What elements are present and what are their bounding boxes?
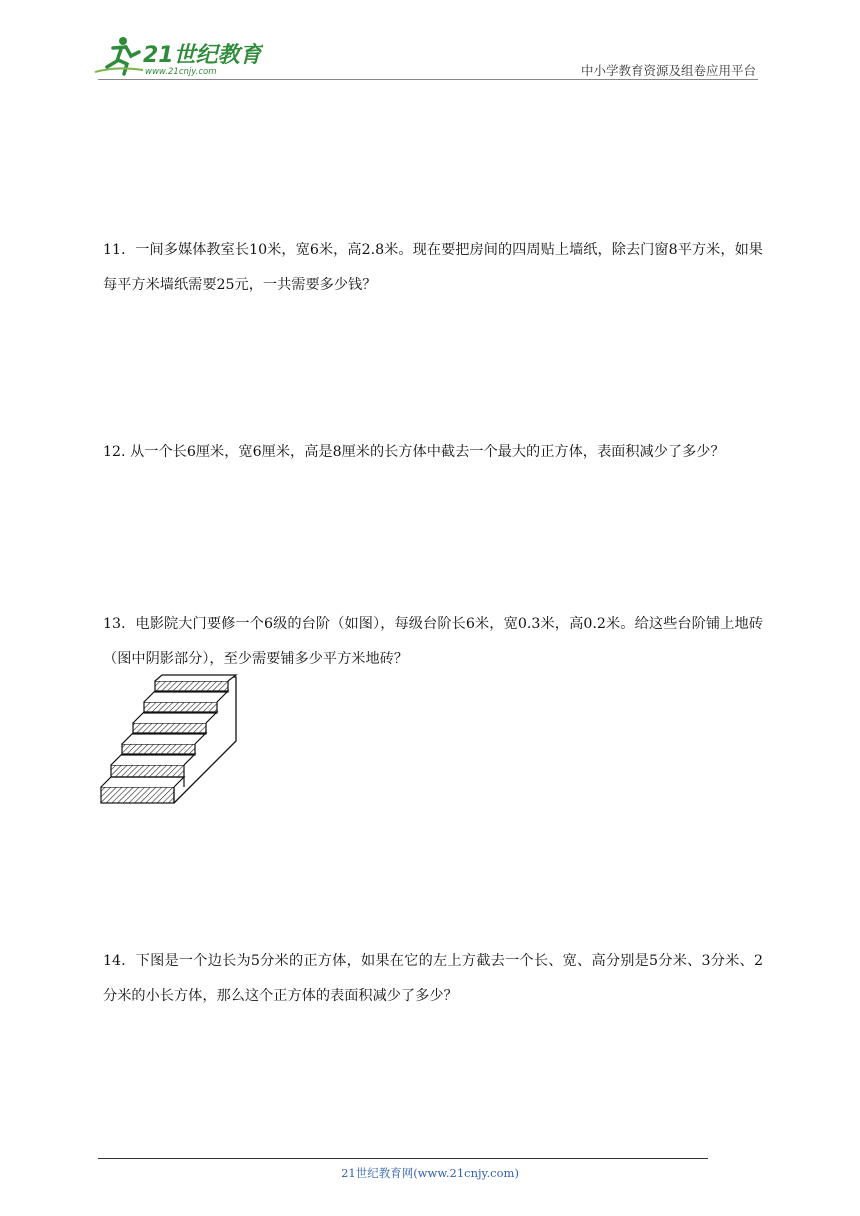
- step-1: [101, 787, 174, 803]
- stairs-figure: [100, 673, 240, 807]
- step-2: [111, 765, 184, 777]
- question-11: 11．一间多媒体教室长10米，宽6米，高2.8米。现在要把房间的四周贴上墙纸，除去门窗8平方米，如果每平方米墙纸需要25元，一共需要多少钱？: [103, 242, 763, 293]
- logo-text: 21世纪教育: [143, 43, 262, 68]
- runner-icon: [95, 37, 143, 74]
- footer-divider: [98, 1158, 708, 1159]
- step-6: [155, 681, 228, 692]
- page-header: [0, 0, 860, 90]
- question-13: 13．电影院大门要修一个6级的台阶（如图），每级台阶长6米，宽0.3米，高0.2米。给这些台阶铺上地砖（图中阴影部分），至少需要铺多少平方米地砖？: [103, 616, 763, 667]
- footer-text: 21世纪教育网(www.21cnjy.com): [341, 1166, 519, 1180]
- step-4: [133, 723, 206, 734]
- logo-url: www.21cnjy.com: [145, 67, 217, 77]
- question-14: 14．下图是一个边长为5分米的正方体，如果在它的左上方截去一个长、宽、高分别是5分米、3分米、2分米的小长方体，那么这个正方体的表面积减少了多少？: [103, 953, 763, 1004]
- question-12: 12. 从一个长6厘米，宽6厘米，高是8厘米的长方体中截去一个最大的正方体，表面积减少了多少？: [103, 444, 725, 460]
- step-5: [144, 702, 217, 713]
- header-divider: [98, 79, 758, 80]
- platform-name: 中小学教育资源及组卷应用平台: [580, 63, 756, 78]
- logo: [93, 34, 263, 78]
- step-3: [122, 744, 195, 755]
